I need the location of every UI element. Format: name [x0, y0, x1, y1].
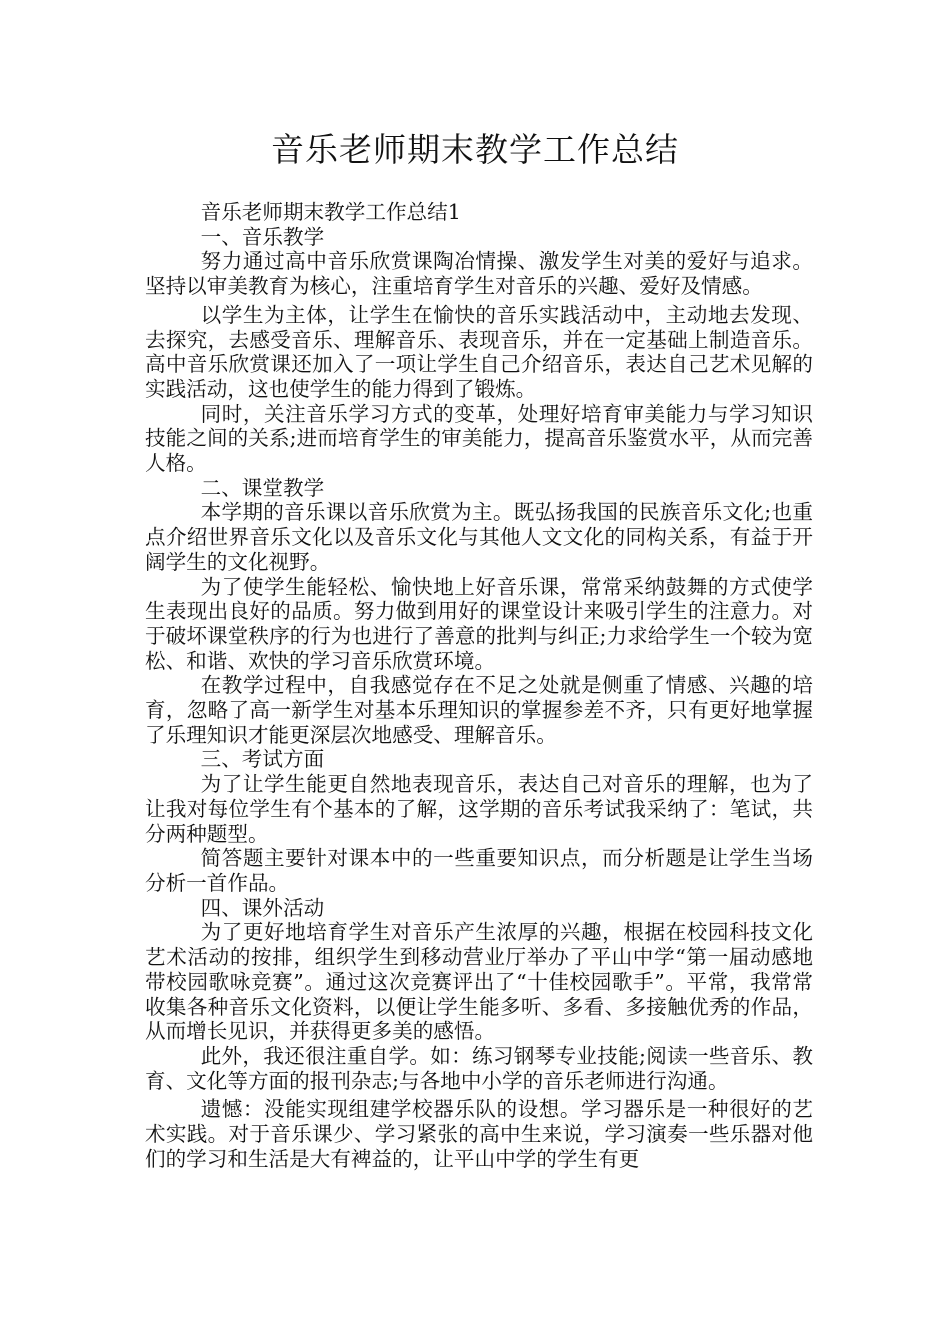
- document-body: [145, 200, 813, 1171]
- body-paragraph: 此外，我还很注重自学。如：练习钢琴专业技能;阅读一些音乐、教育、文化等方面的报刊杂志;与各地中小学的音乐老师进行沟通。: [145, 1043, 813, 1093]
- body-paragraph: 同时，关注音乐学习方式的变革，处理好培育审美能力与学习知识技能之间的关系;进而培育学生的审美能力，提高音乐鉴赏水平，从而完善人格。: [145, 401, 813, 476]
- subtitle-paragraph: 音乐老师期末教学工作总结1: [200, 200, 461, 224]
- body-paragraph: 努力通过高中音乐欣赏课陶冶情操、激发学生对美的爱好与追求。坚持以审美教育为核心，注重培育学生对音乐的兴趣、爱好及情感。: [145, 249, 813, 299]
- document-title: 音乐老师期末教学工作总结: [271, 130, 679, 169]
- body-paragraph: 在教学过程中，自我感觉存在不足之处就是侧重了情感、兴趣的培育，忽略了高一新学生对基本乐理知识的掌握参差不齐，只有更好地掌握了乐理知识才能更深层次地感受、理解音乐。: [145, 673, 813, 747]
- body-paragraph: 遗憾：没能实现组建学校器乐队的设想。学习器乐是一种很好的艺术实践。对于音乐课少、学习紧张的高中生来说，学习演奏一些乐器对他们的学习和生活是大有裨益的，让平山中学的学生有更: [145, 1097, 813, 1171]
- body-paragraph: 本学期的音乐课以音乐欣赏为主。既弘扬我国的民族音乐文化;也重点介绍世界音乐文化以及音乐文化与其他人文文化的同构关系，有益于开阔学生的文化视野。: [145, 500, 813, 574]
- body-paragraph: 为了使学生能轻松、愉快地上好音乐课，常常采纳鼓舞的方式使学生表现出良好的品质。努力做到用好的课堂设计来吸引学生的注意力。对于破坏课堂秩序的行为也进行了善意的批判与纠正;力求给学生一个较为宽松、和谐、欢快的学习音乐欣赏环境。: [145, 574, 813, 673]
- body-paragraph: 为了让学生能更自然地表现音乐，表达自己对音乐的理解，也为了让我对每位学生有个基本的了解，这学期的音乐考试我采纳了：笔试，共分两种题型。: [145, 772, 813, 846]
- body-paragraph: 为了更好地培育学生对音乐产生浓厚的兴趣，根据在校园科技文化艺术活动的按排，组织学生到移动营业厅举办了平山中学“第一届动感地带校园歌咏竞赛”。通过这次竞赛评出了“十佳校园歌手”。平常，我常常收集各种音乐文化资料，以便让学生能多听、多看、多接触优秀的作品，从而增长见识，并获得更多美的感悟。: [145, 920, 813, 1044]
- body-paragraph: 以学生为主体，让学生在愉快的音乐实践活动中，主动地去发现、去探究，去感受音乐、理解音乐、表现音乐，并在一定基础上制造音乐。高中音乐欣赏课还加入了一项让学生自己介绍音乐，表达自己艺术见解的实践活动，这也使学生的能力得到了锻炼。: [145, 302, 813, 401]
- body-paragraph: 简答题主要针对课本中的一些重要知识点，而分析题是让学生当场分析一首作品。: [145, 846, 813, 895]
- section-heading-exams: 三、考试方面: [200, 747, 325, 772]
- section-heading-classroom-teaching: 二、课堂教学: [200, 475, 325, 500]
- section-heading-music-teaching: 一、音乐教学: [200, 224, 325, 249]
- section-heading-extracurricular: 四、课外活动: [200, 895, 325, 920]
